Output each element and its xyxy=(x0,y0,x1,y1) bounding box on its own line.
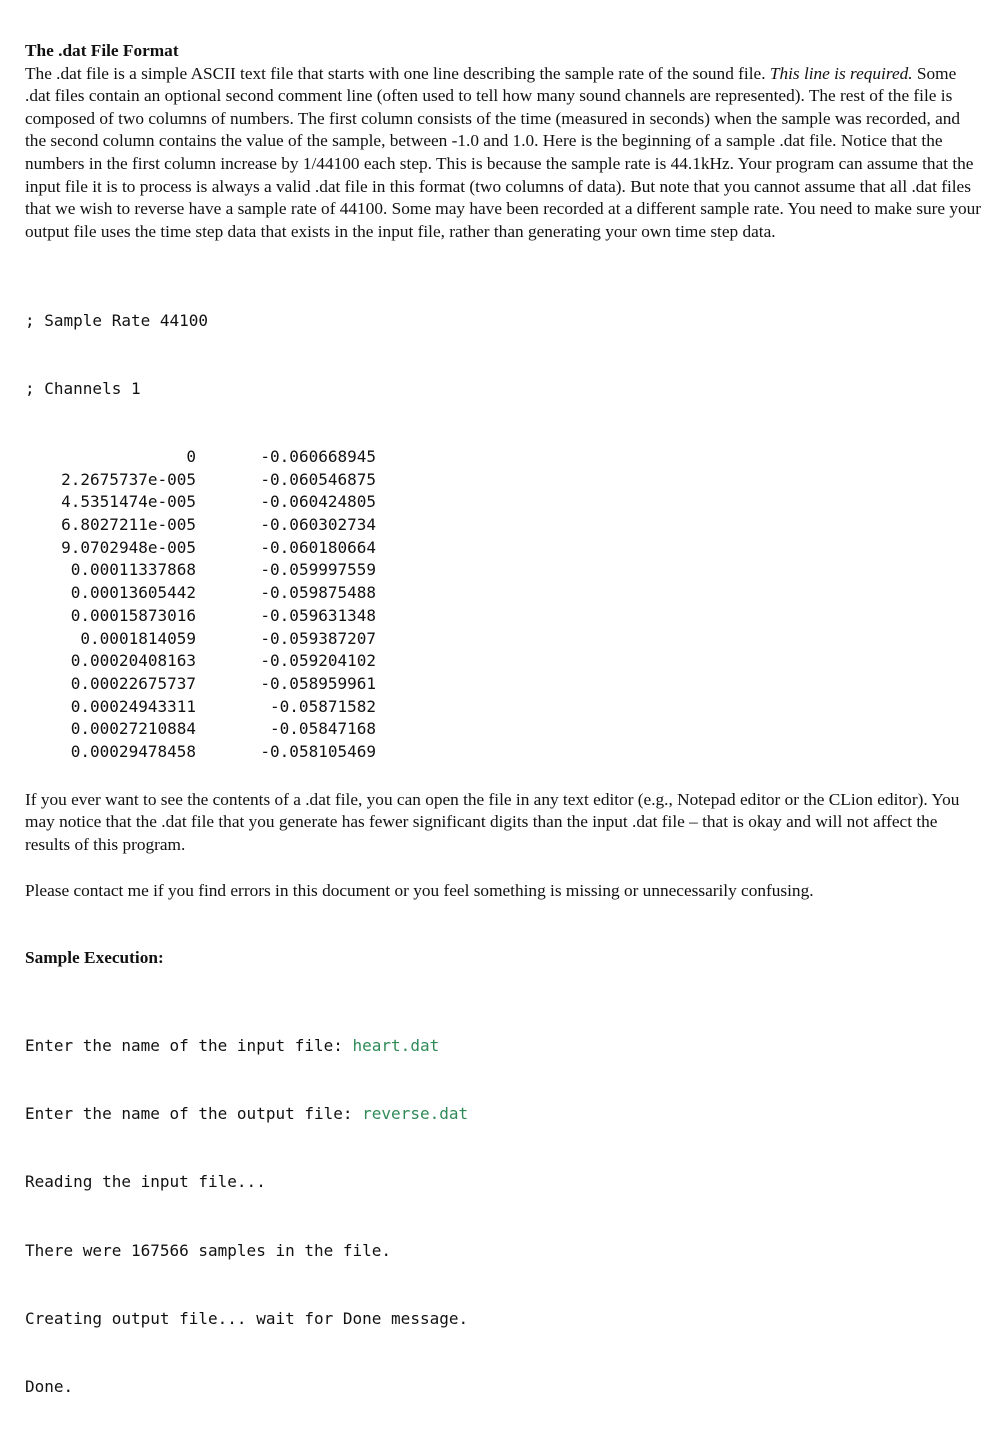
sample-time-cell: 9.0702948e-005 xyxy=(61,537,196,557)
sample-time-cell: 0.00027210884 xyxy=(70,719,196,739)
sample-time-cell: 0 xyxy=(186,446,196,466)
console-line-input-prompt xyxy=(25,1035,985,1058)
sample-row xyxy=(25,673,376,696)
document-page xyxy=(25,40,985,1444)
sample-row xyxy=(25,696,376,719)
sample-row xyxy=(25,605,376,628)
sample-value-cell: -0.060424805 xyxy=(260,492,376,512)
output-prompt-text: Enter the name of the output file: xyxy=(25,1104,363,1124)
sample-row xyxy=(25,469,376,492)
section-heading: The .dat File Format xyxy=(25,41,179,60)
sample-value-cell: -0.059631348 xyxy=(260,605,376,625)
intro-text-italic: This line is required. xyxy=(769,63,913,83)
sample-value-cell: -0.059204102 xyxy=(260,651,376,671)
sample-value-cell: -0.060180664 xyxy=(260,537,376,557)
sample-value-cell: -0.05871582 xyxy=(270,696,376,716)
sample-row xyxy=(25,628,376,651)
comment-line-sample-rate: ; Sample Rate 44100 xyxy=(25,310,209,330)
sample-row xyxy=(25,582,376,605)
intro-paragraph xyxy=(25,63,985,244)
sample-value-cell: -0.059387207 xyxy=(260,628,376,648)
sample-row xyxy=(25,491,376,514)
sample-value-cell: -0.058105469 xyxy=(260,742,376,762)
sample-time-cell: 0.00013605442 xyxy=(70,583,196,603)
console-line-reading: Reading the input file... xyxy=(25,1172,266,1192)
sample-row xyxy=(25,559,376,582)
console-line-done: Done. xyxy=(25,1376,74,1396)
sample-time-cell: 2.2675737e-005 xyxy=(61,469,196,489)
sample-time-cell: 6.8027211e-005 xyxy=(61,515,196,535)
sample-time-cell: 4.5351474e-005 xyxy=(61,492,196,512)
intro-text-start: The .dat file is a simple ASCII text file that starts with one line describing the sample rate of the sound file. xyxy=(25,63,770,83)
sample-execution-heading: Sample Execution: xyxy=(25,948,164,968)
sample-time-cell: 0.00022675737 xyxy=(70,674,196,693)
contact-paragraph: Please contact me if you find errors in this document or you feel something is missing or unnecessarily confusing. xyxy=(25,880,814,900)
sample-value-cell: -0.059875488 xyxy=(260,583,376,603)
sample-time-cell: 0.00020408163 xyxy=(70,651,196,671)
sample-row xyxy=(25,446,376,469)
comment-line-channels: ; Channels 1 xyxy=(25,378,141,398)
console-output xyxy=(25,990,985,1444)
intro-text-end: Some .dat files contain an optional second comment line (often used to tell how many sound channels are represented). The rest of the file is composed of two columns of numbers. The first column consists of the time (measured in seconds) when the sample was recorded, and the second column contains the value of the sample, between -1.0 and 1.0. Here is the beginning of a sample .dat file. Notice that the numbers in the first column increase by 1/44100 each step. This is because the sample rate is 44.1kHz. Your program can assume that the input file it is to process is always a valid .dat file in this format (two columns of data). But note that you cannot assume that all .dat files that we wish to reverse have a sample rate of 44100. Some may have been recorded at a different sample rate. You need to make sure your output file uses the time step data that exists in the input file, rather than generating your own time step data. xyxy=(25,63,982,241)
sample-file-comments xyxy=(25,264,985,446)
sample-time-cell: 0.00011337868 xyxy=(70,560,196,580)
console-line-samples: There were 167566 samples in the file. xyxy=(25,1240,392,1260)
sample-value-cell: -0.060546875 xyxy=(260,469,376,489)
sample-data-rows xyxy=(25,446,376,764)
sample-row xyxy=(25,718,376,741)
sample-row xyxy=(25,650,376,673)
sample-row xyxy=(25,514,376,537)
console-line-output-prompt xyxy=(25,1103,985,1126)
text-editor-paragraph: If you ever want to see the contents of a .dat file, you can open the file in any text editor (e.g., Notepad editor or the CLion editor). You may notice that the .dat file that you generate has fewer significant digits than the input .dat file – that is okay and will not affect the results of this program. xyxy=(25,789,960,854)
sample-time-cell: 0.00015873016 xyxy=(70,605,196,625)
input-filename-value: heart.dat xyxy=(352,1036,440,1056)
input-prompt-text: Enter the name of the input file: xyxy=(25,1036,353,1056)
sample-row xyxy=(25,537,376,560)
sample-data-table xyxy=(25,446,376,764)
sample-value-cell: -0.059997559 xyxy=(260,560,376,580)
console-line-creating: Creating output file... wait for Done message. xyxy=(25,1308,469,1328)
sample-time-cell: 0.00029478458 xyxy=(70,742,196,762)
sample-time-cell: 0.0001814059 xyxy=(80,628,196,648)
sample-value-cell: -0.05847168 xyxy=(270,719,376,739)
sample-value-cell: -0.060668945 xyxy=(260,446,376,466)
sample-row xyxy=(25,741,376,764)
sample-value-cell: -0.060302734 xyxy=(260,515,376,535)
output-filename-value: reverse.dat xyxy=(362,1104,469,1124)
sample-value-cell: -0.058959961 xyxy=(260,674,376,693)
sample-time-cell: 0.00024943311 xyxy=(70,696,196,716)
